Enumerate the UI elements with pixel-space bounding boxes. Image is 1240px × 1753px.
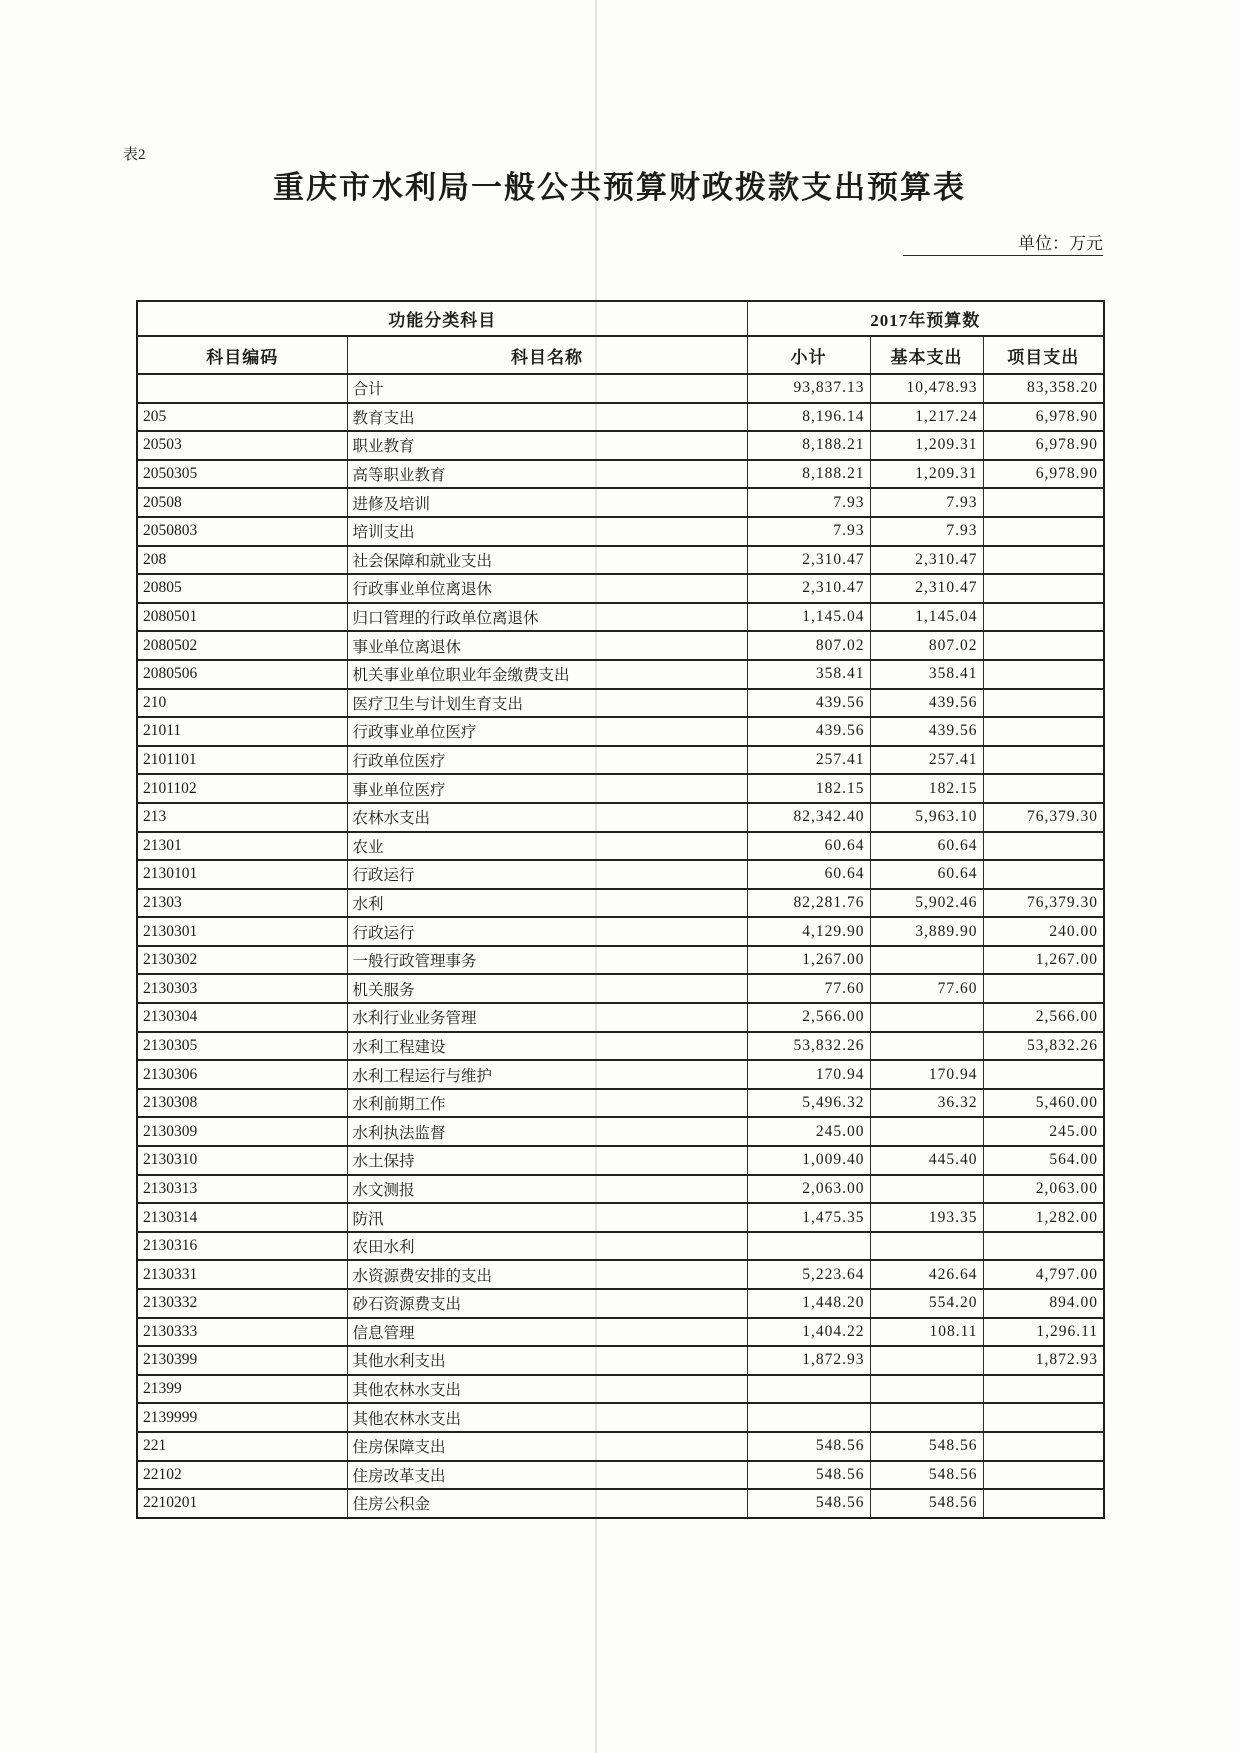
project-expenditure-cell: [983, 746, 1104, 775]
subject-code-cell: 2050803: [137, 517, 347, 546]
subtotal-cell: [747, 1232, 870, 1261]
table-row: [137, 1203, 1104, 1232]
table-row: [137, 1432, 1104, 1461]
project-expenditure-cell: 4,797.00: [983, 1260, 1104, 1289]
basic-expenditure-cell: 1,209.31: [870, 460, 983, 489]
subtotal-cell: 1,267.00: [747, 946, 870, 975]
subject-name-cell: 行政单位医疗: [347, 746, 747, 775]
table-row: [137, 1289, 1104, 1318]
subject-name-cell: 信息管理: [347, 1318, 747, 1347]
subtotal-cell: 7.93: [747, 517, 870, 546]
basic-expenditure-cell: 2,310.47: [870, 574, 983, 603]
project-expenditure-cell: [983, 1232, 1104, 1261]
project-expenditure-cell: 240.00: [983, 917, 1104, 946]
subject-name-cell: 社会保障和就业支出: [347, 546, 747, 575]
subtotal-cell: 182.15: [747, 774, 870, 803]
subject-code-cell: 2139999: [137, 1403, 347, 1432]
subtotal-cell: 82,281.76: [747, 889, 870, 918]
subject-name-cell: 行政事业单位医疗: [347, 717, 747, 746]
table-row: [137, 746, 1104, 775]
subtotal-cell: 548.56: [747, 1489, 870, 1518]
subject-name-cell: 水资源费安排的支出: [347, 1260, 747, 1289]
budget-table-body: [137, 374, 1104, 1518]
subtotal-cell: 5,223.64: [747, 1260, 870, 1289]
subject-code-cell: 210: [137, 689, 347, 718]
subject-name-cell: 水利工程运行与维护: [347, 1060, 747, 1089]
table-row: [137, 889, 1104, 918]
table-row: [137, 403, 1104, 432]
table-row: [137, 917, 1104, 946]
subject-code-cell: 21011: [137, 717, 347, 746]
subject-code-cell: 2080502: [137, 631, 347, 660]
basic-expenditure-cell: 3,889.90: [870, 917, 983, 946]
basic-expenditure-cell: 36.32: [870, 1089, 983, 1118]
subject-name-cell: 砂石资源费支出: [347, 1289, 747, 1318]
subject-code-cell: 2050305: [137, 460, 347, 489]
subtotal-cell: 53,832.26: [747, 1032, 870, 1061]
basic-expenditure-cell: [870, 1032, 983, 1061]
project-expenditure-cell: 564.00: [983, 1146, 1104, 1175]
table-row: [137, 860, 1104, 889]
table-row: [137, 460, 1104, 489]
table-row: [137, 574, 1104, 603]
table-row: [137, 1117, 1104, 1146]
subtotal-cell: 4,129.90: [747, 917, 870, 946]
table-row: [137, 1089, 1104, 1118]
basic-expenditure-cell: [870, 1232, 983, 1261]
project-expenditure-cell: [983, 1375, 1104, 1404]
table-row: [137, 1003, 1104, 1032]
basic-expenditure-cell: 554.20: [870, 1289, 983, 1318]
basic-expenditure-cell: [870, 1403, 983, 1432]
basic-expenditure-cell: 60.64: [870, 832, 983, 861]
table-row: [137, 803, 1104, 832]
project-expenditure-cell: [983, 631, 1104, 660]
subject-code-cell: 21399: [137, 1375, 347, 1404]
subject-code-cell: 2080506: [137, 660, 347, 689]
table-row: [137, 1403, 1104, 1432]
table-row: [137, 1032, 1104, 1061]
project-expenditure-cell: 6,978.90: [983, 403, 1104, 432]
subject-code-cell: 22102: [137, 1461, 347, 1490]
project-expenditure-cell: [983, 860, 1104, 889]
subject-name-cell: 合计: [347, 374, 747, 403]
subject-name-cell: 农田水利: [347, 1232, 747, 1261]
subject-name-cell: 其他水利支出: [347, 1346, 747, 1375]
subject-name-cell: 其他农林水支出: [347, 1403, 747, 1432]
basic-expenditure-cell: 548.56: [870, 1489, 983, 1518]
table-row: [137, 774, 1104, 803]
basic-expenditure-cell: 5,963.10: [870, 803, 983, 832]
subject-name-cell: 防汛: [347, 1203, 747, 1232]
subtotal-cell: 439.56: [747, 689, 870, 718]
header-functional-classification: 功能分类科目: [137, 301, 747, 336]
table-row: [137, 946, 1104, 975]
subject-name-cell: 农林水支出: [347, 803, 747, 832]
subject-name-cell: 住房改革支出: [347, 1461, 747, 1490]
header-basic-expenditure: 基本支出: [870, 336, 983, 374]
basic-expenditure-cell: 10,478.93: [870, 374, 983, 403]
table-row: [137, 1461, 1104, 1490]
project-expenditure-cell: [983, 1461, 1104, 1490]
subtotal-cell: 2,566.00: [747, 1003, 870, 1032]
subject-code-cell: 2130305: [137, 1032, 347, 1061]
subject-name-cell: 水利工程建设: [347, 1032, 747, 1061]
table-row: [137, 1489, 1104, 1518]
subject-code-cell: 20503: [137, 431, 347, 460]
header-subject-code: 科目编码: [137, 336, 347, 374]
header-project-expenditure: 项目支出: [983, 336, 1104, 374]
project-expenditure-cell: 76,379.30: [983, 889, 1104, 918]
table-row: [137, 603, 1104, 632]
subject-name-cell: 机关服务: [347, 974, 747, 1003]
subject-code-cell: 21301: [137, 832, 347, 861]
table-row: [137, 1060, 1104, 1089]
project-expenditure-cell: [983, 1489, 1104, 1518]
subject-name-cell: 进修及培训: [347, 488, 747, 517]
subject-name-cell: 农业: [347, 832, 747, 861]
project-expenditure-cell: 1,282.00: [983, 1203, 1104, 1232]
project-expenditure-cell: 5,460.00: [983, 1089, 1104, 1118]
project-expenditure-cell: [983, 574, 1104, 603]
subtotal-cell: 2,063.00: [747, 1175, 870, 1204]
table-row: [137, 1232, 1104, 1261]
table-row: [137, 1175, 1104, 1204]
project-expenditure-cell: 245.00: [983, 1117, 1104, 1146]
project-expenditure-cell: 83,358.20: [983, 374, 1104, 403]
subject-name-cell: 职业教育: [347, 431, 747, 460]
subject-name-cell: 培训支出: [347, 517, 747, 546]
subtotal-cell: 439.56: [747, 717, 870, 746]
header-2017-budget: 2017年预算数: [747, 301, 1104, 336]
subtotal-cell: 5,496.32: [747, 1089, 870, 1118]
project-expenditure-cell: 53,832.26: [983, 1032, 1104, 1061]
table-row: [137, 689, 1104, 718]
subtotal-cell: 1,448.20: [747, 1289, 870, 1318]
table-row: [137, 1146, 1104, 1175]
table-row: [137, 374, 1104, 403]
basic-expenditure-cell: 426.64: [870, 1260, 983, 1289]
subject-code-cell: 2130303: [137, 974, 347, 1003]
subject-code-cell: 2130399: [137, 1346, 347, 1375]
subtotal-cell: 1,475.35: [747, 1203, 870, 1232]
project-expenditure-cell: [983, 717, 1104, 746]
project-expenditure-cell: [983, 546, 1104, 575]
project-expenditure-cell: [983, 1432, 1104, 1461]
header-subject-name: 科目名称: [347, 336, 747, 374]
project-expenditure-cell: [983, 660, 1104, 689]
basic-expenditure-cell: 439.56: [870, 689, 983, 718]
subtotal-cell: 2,310.47: [747, 574, 870, 603]
basic-expenditure-cell: 7.93: [870, 488, 983, 517]
subtotal-cell: 245.00: [747, 1117, 870, 1146]
subtotal-cell: 82,342.40: [747, 803, 870, 832]
table-number-label: 表2: [123, 147, 146, 163]
header-subtotal: 小计: [747, 336, 870, 374]
subject-name-cell: 水利行业业务管理: [347, 1003, 747, 1032]
table-row: [137, 546, 1104, 575]
table-row: [137, 1375, 1104, 1404]
subject-code-cell: 2130332: [137, 1289, 347, 1318]
project-expenditure-cell: [983, 774, 1104, 803]
subject-code-cell: 2080501: [137, 603, 347, 632]
subject-code-cell: 2130306: [137, 1060, 347, 1089]
table-row: [137, 631, 1104, 660]
basic-expenditure-cell: 60.64: [870, 860, 983, 889]
subtotal-cell: 60.64: [747, 832, 870, 861]
subtotal-cell: 257.41: [747, 746, 870, 775]
subtotal-cell: [747, 1375, 870, 1404]
subtotal-cell: 1,009.40: [747, 1146, 870, 1175]
subject-name-cell: 住房保障支出: [347, 1432, 747, 1461]
project-expenditure-cell: [983, 1060, 1104, 1089]
project-expenditure-cell: 1,267.00: [983, 946, 1104, 975]
subtotal-cell: 807.02: [747, 631, 870, 660]
subject-name-cell: 水土保持: [347, 1146, 747, 1175]
subtotal-cell: 60.64: [747, 860, 870, 889]
subject-code-cell: 2130316: [137, 1232, 347, 1261]
project-expenditure-cell: [983, 689, 1104, 718]
basic-expenditure-cell: 439.56: [870, 717, 983, 746]
project-expenditure-cell: 6,978.90: [983, 431, 1104, 460]
basic-expenditure-cell: 445.40: [870, 1146, 983, 1175]
subject-name-cell: 水利执法监督: [347, 1117, 747, 1146]
subtotal-cell: 170.94: [747, 1060, 870, 1089]
subject-name-cell: 水利: [347, 889, 747, 918]
subject-code-cell: 2210201: [137, 1489, 347, 1518]
subject-code-cell: 21303: [137, 889, 347, 918]
budget-table-header: [137, 301, 1104, 374]
table-row: [137, 1260, 1104, 1289]
table-row: [137, 517, 1104, 546]
basic-expenditure-cell: 358.41: [870, 660, 983, 689]
subtotal-cell: 8,196.14: [747, 403, 870, 432]
project-expenditure-cell: 76,379.30: [983, 803, 1104, 832]
basic-expenditure-cell: 1,145.04: [870, 603, 983, 632]
project-expenditure-cell: 1,296.11: [983, 1318, 1104, 1347]
project-expenditure-cell: [983, 488, 1104, 517]
subject-name-cell: 医疗卫生与计划生育支出: [347, 689, 747, 718]
subject-code-cell: 2130101: [137, 860, 347, 889]
subject-code-cell: 2130304: [137, 1003, 347, 1032]
basic-expenditure-cell: 170.94: [870, 1060, 983, 1089]
table-row: [137, 1346, 1104, 1375]
basic-expenditure-cell: [870, 1175, 983, 1204]
subject-code-cell: 2101101: [137, 746, 347, 775]
subtotal-cell: 358.41: [747, 660, 870, 689]
subject-name-cell: 水利前期工作: [347, 1089, 747, 1118]
basic-expenditure-cell: 5,902.46: [870, 889, 983, 918]
project-expenditure-cell: [983, 1403, 1104, 1432]
subject-code-cell: 20805: [137, 574, 347, 603]
subject-name-cell: 水文测报: [347, 1175, 747, 1204]
unit-note: 单位：万元: [903, 229, 1103, 256]
subject-code-cell: 2130310: [137, 1146, 347, 1175]
subject-code-cell: 208: [137, 546, 347, 575]
basic-expenditure-cell: [870, 946, 983, 975]
subject-code-cell: 2130313: [137, 1175, 347, 1204]
table-row: [137, 1318, 1104, 1347]
project-expenditure-cell: [983, 517, 1104, 546]
basic-expenditure-cell: 1,217.24: [870, 403, 983, 432]
subject-code-cell: 2130333: [137, 1318, 347, 1347]
basic-expenditure-cell: 77.60: [870, 974, 983, 1003]
subject-code-cell: 213: [137, 803, 347, 832]
subtotal-cell: 7.93: [747, 488, 870, 517]
table-row: [137, 660, 1104, 689]
basic-expenditure-cell: [870, 1346, 983, 1375]
subject-name-cell: 住房公积金: [347, 1489, 747, 1518]
basic-expenditure-cell: 108.11: [870, 1318, 983, 1347]
project-expenditure-cell: 2,063.00: [983, 1175, 1104, 1204]
subject-code-cell: 205: [137, 403, 347, 432]
project-expenditure-cell: [983, 832, 1104, 861]
subtotal-cell: 8,188.21: [747, 431, 870, 460]
project-expenditure-cell: 2,566.00: [983, 1003, 1104, 1032]
subtotal-cell: 548.56: [747, 1432, 870, 1461]
basic-expenditure-cell: 548.56: [870, 1461, 983, 1490]
table-row: [137, 488, 1104, 517]
subtotal-cell: 1,872.93: [747, 1346, 870, 1375]
basic-expenditure-cell: 807.02: [870, 631, 983, 660]
subject-name-cell: 事业单位医疗: [347, 774, 747, 803]
basic-expenditure-cell: 1,209.31: [870, 431, 983, 460]
subject-name-cell: 高等职业教育: [347, 460, 747, 489]
subject-code-cell: 2130301: [137, 917, 347, 946]
subject-name-cell: 行政运行: [347, 860, 747, 889]
basic-expenditure-cell: 2,310.47: [870, 546, 983, 575]
project-expenditure-cell: [983, 603, 1104, 632]
table-row: [137, 717, 1104, 746]
basic-expenditure-cell: 7.93: [870, 517, 983, 546]
table-row: [137, 431, 1104, 460]
basic-expenditure-cell: [870, 1117, 983, 1146]
table-row: [137, 974, 1104, 1003]
subject-name-cell: 事业单位离退休: [347, 631, 747, 660]
subject-name-cell: 教育支出: [347, 403, 747, 432]
project-expenditure-cell: [983, 974, 1104, 1003]
subject-code-cell: 2130308: [137, 1089, 347, 1118]
subject-name-cell: 一般行政管理事务: [347, 946, 747, 975]
subtotal-cell: 1,145.04: [747, 603, 870, 632]
project-expenditure-cell: 1,872.93: [983, 1346, 1104, 1375]
header-group-row: [137, 301, 1104, 336]
subject-code-cell: 2130331: [137, 1260, 347, 1289]
basic-expenditure-cell: 193.35: [870, 1203, 983, 1232]
subtotal-cell: 2,310.47: [747, 546, 870, 575]
basic-expenditure-cell: [870, 1003, 983, 1032]
basic-expenditure-cell: 257.41: [870, 746, 983, 775]
subtotal-cell: 1,404.22: [747, 1318, 870, 1347]
subject-name-cell: 行政运行: [347, 917, 747, 946]
subject-code-cell: 20508: [137, 488, 347, 517]
subject-code-cell: 2130314: [137, 1203, 347, 1232]
subject-name-cell: 其他农林水支出: [347, 1375, 747, 1404]
subject-code-cell: 221: [137, 1432, 347, 1461]
subtotal-cell: 8,188.21: [747, 460, 870, 489]
project-expenditure-cell: 894.00: [983, 1289, 1104, 1318]
project-expenditure-cell: 6,978.90: [983, 460, 1104, 489]
basic-expenditure-cell: 182.15: [870, 774, 983, 803]
basic-expenditure-cell: [870, 1375, 983, 1404]
table-row: [137, 832, 1104, 861]
header-columns-row: [137, 336, 1104, 374]
subject-code-cell: 2130309: [137, 1117, 347, 1146]
subject-code-cell: 2130302: [137, 946, 347, 975]
basic-expenditure-cell: 548.56: [870, 1432, 983, 1461]
subtotal-cell: 548.56: [747, 1461, 870, 1490]
subject-code-cell: 2101102: [137, 774, 347, 803]
subtotal-cell: [747, 1403, 870, 1432]
subject-name-cell: 归口管理的行政单位离退休: [347, 603, 747, 632]
budget-table: [136, 300, 1105, 1519]
subject-code-cell: [137, 374, 347, 403]
page-title: 重庆市水利局一般公共预算财政拨款支出预算表: [273, 170, 966, 205]
subtotal-cell: 77.60: [747, 974, 870, 1003]
subject-name-cell: 机关事业单位职业年金缴费支出: [347, 660, 747, 689]
subject-name-cell: 行政事业单位离退休: [347, 574, 747, 603]
subtotal-cell: 93,837.13: [747, 374, 870, 403]
